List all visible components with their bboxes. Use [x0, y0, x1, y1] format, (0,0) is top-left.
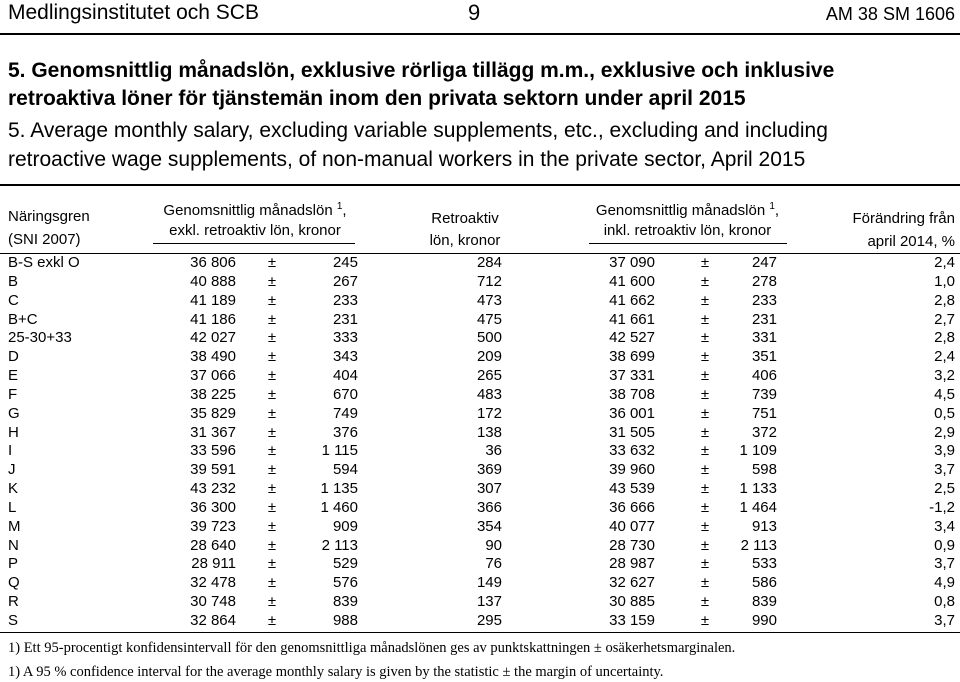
change-percent-cell: 3,9 [934, 442, 955, 460]
plus-minus-sign: ± [267, 498, 277, 516]
margin-incl-cell: 839 [751, 593, 777, 611]
retroactive-pay-cell: 76 [485, 555, 502, 573]
industry-cell: M [8, 517, 21, 535]
salary-excl-cell: 38 490 [190, 348, 236, 366]
margin-incl-cell: 233 [751, 291, 777, 309]
margin-incl-cell: 247 [751, 254, 777, 271]
change-percent-cell: 0,5 [934, 404, 955, 422]
table-bottom-rule [0, 632, 960, 633]
table-row [0, 273, 960, 292]
plus-minus-sign: ± [267, 329, 277, 347]
margin-excl-cell: 839 [332, 593, 358, 611]
salary-excl-cell: 37 066 [190, 367, 236, 385]
plus-minus-sign: ± [700, 404, 710, 422]
margin-incl-cell: 598 [751, 461, 777, 479]
plus-minus-sign: ± [700, 498, 710, 516]
header-salary-excl-comma: , [342, 202, 347, 219]
margin-excl-cell: 576 [332, 574, 358, 592]
page-number: 9 [468, 0, 481, 25]
margin-excl-cell: 231 [332, 310, 358, 328]
header-salary-incl-comma: , [774, 202, 780, 219]
plus-minus-sign: ± [267, 348, 277, 366]
publication-code: AM 38 SM 1606 [825, 4, 955, 24]
margin-incl-cell: 351 [751, 348, 777, 366]
margin-excl-cell: 749 [332, 404, 358, 422]
table-row [0, 480, 960, 499]
industry-cell: R [8, 593, 19, 611]
change-percent-cell: 3,7 [934, 555, 955, 573]
header-change-line-2: april 2014, % [867, 233, 955, 250]
industry-cell: N [8, 536, 19, 554]
salary-excl-cell: 42 027 [190, 329, 236, 347]
change-percent-cell: 2,8 [934, 291, 955, 309]
header-industry-line-2: (SNI 2007) [8, 231, 81, 248]
plus-minus-sign: ± [700, 574, 710, 592]
change-percent-cell: 2,4 [934, 254, 955, 271]
change-percent-cell: 2,5 [934, 480, 955, 498]
change-percent-cell: 2,8 [934, 329, 955, 347]
footnote-marker: 1 [336, 201, 343, 212]
industry-cell: C [8, 291, 19, 309]
industry-cell: S [8, 611, 19, 629]
header-retroactive-line-1: Retroaktiv [431, 210, 499, 227]
margin-incl-cell: 990 [751, 611, 777, 629]
title-english-line-2: retroactive wage supplements, of non-manual workers in the private sector, April 2015 [8, 148, 806, 171]
margin-excl-cell: 233 [332, 291, 358, 309]
plus-minus-sign: ± [267, 442, 277, 460]
retroactive-pay-cell: 307 [476, 480, 502, 498]
plus-minus-sign: ± [267, 385, 277, 403]
industry-cell: K [8, 480, 19, 498]
plus-minus-sign: ± [267, 423, 277, 441]
salary-excl-cell: 33 596 [190, 442, 236, 460]
plus-minus-sign: ± [700, 254, 710, 271]
industry-cell: F [8, 385, 18, 403]
industry-cell: G [8, 404, 20, 422]
plus-minus-sign: ± [700, 348, 710, 366]
industry-cell: P [8, 555, 19, 573]
table-row [0, 537, 960, 556]
margin-excl-cell: 670 [332, 385, 358, 403]
table-row [0, 442, 960, 461]
plus-minus-sign: ± [700, 555, 710, 573]
plus-minus-sign: ± [700, 536, 710, 554]
salary-incl-cell: 37 090 [609, 254, 655, 271]
retroactive-pay-cell: 354 [476, 517, 502, 535]
margin-excl-cell: 909 [332, 517, 358, 535]
margin-incl-cell: 231 [751, 310, 777, 328]
margin-excl-cell: 343 [332, 348, 358, 366]
retroactive-pay-cell: 265 [476, 367, 502, 385]
change-percent-cell: 4,9 [934, 574, 955, 592]
plus-minus-sign: ± [700, 611, 710, 629]
margin-excl-cell: 404 [332, 367, 358, 385]
industry-cell: B+C [8, 310, 38, 328]
table-row [0, 461, 960, 480]
industry-cell: J [8, 461, 16, 479]
salary-excl-cell: 39 723 [190, 517, 236, 535]
plus-minus-sign: ± [267, 310, 277, 328]
retroactive-pay-cell: 473 [476, 291, 502, 309]
plus-minus-sign: ± [700, 385, 710, 403]
margin-incl-cell: 751 [751, 404, 777, 422]
retroactive-pay-cell: 366 [476, 498, 502, 516]
margin-incl-cell: 913 [751, 517, 777, 535]
salary-incl-cell: 37 331 [609, 367, 655, 385]
change-percent-cell: 2,4 [934, 348, 955, 366]
salary-incl-cell: 28 730 [609, 536, 655, 554]
plus-minus-sign: ± [700, 291, 710, 309]
change-percent-cell: 3,7 [934, 461, 955, 479]
table-row [0, 424, 960, 443]
margin-excl-cell: 529 [332, 555, 358, 573]
plus-minus-sign: ± [267, 254, 277, 271]
retroactive-pay-cell: 483 [476, 385, 502, 403]
margin-excl-cell: 1 115 [321, 442, 358, 460]
salary-excl-cell: 40 888 [190, 272, 236, 290]
header-salary-incl-line-2: inkl. retroaktiv lön, kronor [603, 222, 772, 239]
change-percent-cell: 3,2 [934, 367, 955, 385]
change-percent-cell: 2,9 [934, 423, 955, 441]
change-percent-cell: 2,7 [934, 310, 955, 328]
salary-incl-cell: 33 159 [609, 611, 655, 629]
margin-excl-cell: 1 135 [320, 480, 358, 498]
margin-incl-cell: 533 [751, 555, 777, 573]
salary-excl-cell: 32 478 [190, 574, 236, 592]
retroactive-pay-cell: 138 [476, 423, 502, 441]
salary-incl-cell: 38 699 [609, 348, 655, 366]
plus-minus-sign: ± [267, 593, 277, 611]
salary-excl-cell: 41 186 [190, 310, 236, 328]
salary-incl-cell: 41 661 [609, 310, 655, 328]
retroactive-pay-cell: 712 [476, 272, 502, 290]
salary-incl-cell: 31 505 [609, 423, 655, 441]
salary-excl-cell: 39 591 [190, 461, 236, 479]
industry-cell: D [8, 348, 19, 366]
plus-minus-sign: ± [267, 480, 277, 498]
retroactive-pay-cell: 149 [476, 574, 502, 592]
table-row [0, 367, 960, 386]
table-row [0, 593, 960, 612]
salary-excl-cell: 28 640 [190, 536, 236, 554]
publisher-name: Medlingsinstitutet och SCB [8, 1, 259, 24]
salary-incl-cell: 42 527 [609, 329, 655, 347]
margin-incl-cell: 2 113 [740, 536, 777, 554]
retroactive-pay-cell: 137 [476, 593, 502, 611]
salary-incl-cell: 33 632 [609, 442, 655, 460]
footnote-swedish: 1) Ett 95-procentigt konfidensintervall för den genomsnittliga månadslönen ges av punktskattningen ± osäkerhetsmarginalen. [8, 640, 736, 656]
retroactive-pay-cell: 500 [476, 329, 502, 347]
header-retroactive-line-2: lön, kronor [429, 232, 501, 249]
industry-cell: I [8, 442, 13, 460]
table-row [0, 555, 960, 574]
salary-incl-cell: 41 600 [609, 272, 655, 290]
retroactive-pay-cell: 90 [485, 536, 502, 554]
plus-minus-sign: ± [267, 611, 277, 629]
title-swedish-line-1: 5. Genomsnittlig månadslön, exklusive rörliga tillägg m.m., exklusive och inklusive [8, 59, 835, 82]
margin-excl-cell: 267 [332, 272, 358, 290]
margin-incl-cell: 1 464 [739, 498, 777, 516]
change-percent-cell: 3,4 [934, 517, 955, 535]
industry-cell: 25-30+33 [8, 329, 72, 347]
retroactive-pay-cell: 369 [476, 461, 502, 479]
margin-excl-cell: 2 113 [321, 536, 358, 554]
table-row [0, 499, 960, 518]
margin-excl-cell: 988 [332, 611, 358, 629]
margin-incl-cell: 278 [751, 272, 777, 290]
margin-incl-cell: 586 [751, 574, 777, 592]
table-row [0, 254, 960, 273]
plus-minus-sign: ± [267, 555, 277, 573]
plus-minus-sign: ± [267, 272, 277, 290]
retroactive-pay-cell: 36 [485, 442, 502, 460]
margin-incl-cell: 1 133 [739, 480, 777, 498]
salary-excl-cell: 36 300 [190, 498, 236, 516]
plus-minus-sign: ± [267, 404, 277, 422]
margin-excl-cell: 245 [332, 254, 358, 271]
margin-incl-cell: 331 [751, 329, 777, 347]
salary-incl-cell: 28 987 [609, 555, 655, 573]
margin-incl-cell: 372 [751, 423, 777, 441]
margin-excl-cell: 376 [332, 423, 358, 441]
retroactive-pay-cell: 284 [476, 254, 502, 271]
change-percent-cell: 3,7 [934, 611, 955, 629]
salary-excl-cell: 43 232 [190, 480, 236, 498]
salary-incl-cell: 30 885 [609, 593, 655, 611]
retroactive-pay-cell: 295 [476, 611, 502, 629]
industry-cell: B [8, 272, 19, 290]
industry-cell: H [8, 423, 19, 441]
industry-cell: Q [8, 574, 20, 592]
plus-minus-sign: ± [700, 593, 710, 611]
table-row [0, 311, 960, 330]
table-row [0, 518, 960, 537]
margin-excl-cell: 333 [332, 329, 358, 347]
plus-minus-sign: ± [267, 367, 277, 385]
plus-minus-sign: ± [700, 442, 710, 460]
plus-minus-sign: ± [267, 291, 277, 309]
table-row [0, 612, 960, 631]
salary-incl-cell: 41 662 [609, 291, 655, 309]
salary-excl-cell: 38 225 [190, 385, 236, 403]
change-percent-cell: 0,8 [934, 593, 955, 611]
margin-incl-cell: 1 109 [739, 442, 777, 460]
margin-incl-cell: 739 [751, 385, 777, 403]
salary-excl-cell: 32 864 [190, 611, 236, 629]
footnote-marker: 1 [769, 201, 775, 212]
change-percent-cell: 1,0 [934, 272, 955, 290]
retroactive-pay-cell: 475 [476, 310, 502, 328]
salary-incl-cell: 32 627 [609, 574, 655, 592]
industry-cell: E [8, 367, 19, 385]
table-row [0, 405, 960, 424]
salary-incl-cell: 43 539 [609, 480, 655, 498]
salary-incl-cell: 40 077 [609, 517, 655, 535]
title-english-line-1: 5. Average monthly salary, excluding variable supplements, etc., excluding and including [8, 119, 828, 142]
table-row [0, 329, 960, 348]
plus-minus-sign: ± [700, 367, 710, 385]
header-salary-excl-line-2: exkl. retroaktiv lön, kronor [169, 222, 341, 239]
footnote-english: 1) A 95 % confidence interval for the average monthly salary is given by the statistic ± the margin of uncertainty. [8, 664, 664, 680]
change-percent-cell: 4,5 [934, 385, 955, 403]
retroactive-pay-cell: 209 [476, 348, 502, 366]
salary-excl-cell: 31 367 [190, 423, 236, 441]
salary-excl-cell: 35 829 [190, 404, 236, 422]
change-percent-cell: -1,2 [929, 498, 955, 516]
header-industry-line-1: Näringsgren [8, 208, 90, 225]
margin-excl-cell: 594 [332, 461, 358, 479]
plus-minus-sign: ± [267, 517, 277, 535]
salary-incl-cell: 39 960 [609, 461, 655, 479]
salary-excl-cell: 30 748 [190, 593, 236, 611]
title-swedish-line-2: retroaktiva löner för tjänstemän inom den privata sektorn under april 2015 [8, 87, 746, 110]
plus-minus-sign: ± [267, 461, 277, 479]
salary-incl-cell: 36 666 [609, 498, 655, 516]
header-salary-incl-label: Genomsnittlig månadslön [595, 202, 766, 219]
plus-minus-sign: ± [700, 423, 710, 441]
plus-minus-sign: ± [700, 461, 710, 479]
retroactive-pay-cell: 172 [476, 404, 502, 422]
plus-minus-sign: ± [700, 310, 710, 328]
margin-incl-cell: 406 [751, 367, 777, 385]
plus-minus-sign: ± [700, 272, 710, 290]
plus-minus-sign: ± [700, 517, 710, 535]
table-row [0, 574, 960, 593]
margin-excl-cell: 1 460 [320, 498, 358, 516]
change-percent-cell: 0,9 [934, 536, 955, 554]
industry-cell: L [8, 498, 17, 516]
header-salary-excl-label: Genomsnittlig månadslön [163, 202, 333, 219]
table-row [0, 386, 960, 405]
table-row [0, 292, 960, 311]
plus-minus-sign: ± [267, 536, 277, 554]
salary-incl-cell: 36 001 [609, 404, 655, 422]
salary-excl-cell: 41 189 [190, 291, 236, 309]
salary-excl-cell: 36 806 [190, 254, 236, 271]
table-row [0, 348, 960, 367]
salary-excl-cell: 28 911 [191, 555, 236, 573]
salary-incl-cell: 38 708 [609, 385, 655, 403]
plus-minus-sign: ± [700, 480, 710, 498]
plus-minus-sign: ± [700, 329, 710, 347]
plus-minus-sign: ± [267, 574, 277, 592]
industry-cell: B-S exkl O [8, 254, 80, 271]
header-change-line-1: Förändring från [852, 210, 955, 227]
